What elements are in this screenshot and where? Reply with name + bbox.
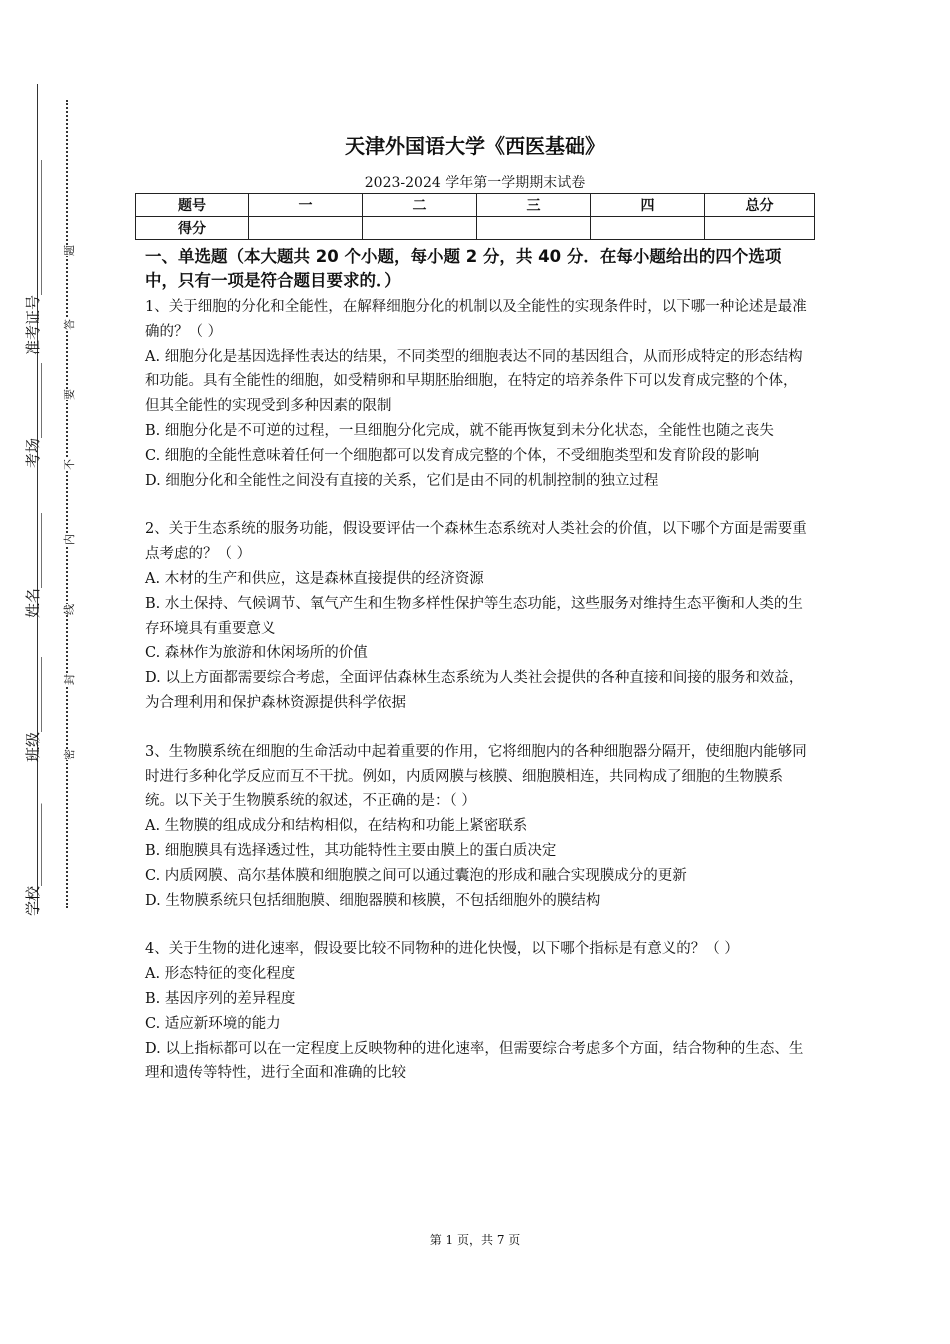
question-3 (145, 740, 810, 914)
margin-field-exam-number: 准考证号__________________ (24, 159, 42, 355)
page-footer: 第 1 页，共 7 页 (429, 1233, 521, 1247)
score-table-header: 三 (477, 194, 591, 217)
option-d: D. 以上方面都需要综合考虑，全面评估森林生态系统为人类社会提供的各种直接和间接的服务和效益，为合理利用和保护森林资源提供科学依据 (145, 670, 804, 711)
score-cell[interactable] (705, 217, 815, 240)
question-4 (145, 937, 810, 1086)
seal-word: 线 (60, 604, 78, 615)
option-c: C. 内质网膜、高尔基体膜和细胞膜之间可以通过囊泡的形成和融合实现膜成分的更新 (145, 867, 687, 884)
option-d: D. 以上指标都可以在一定程度上反映物种的进化速率，但需要综合考虑多个方面，结合物种的生态、生理和遗传等特性，进行全面和准确的比较 (145, 1040, 804, 1082)
option-a: A. 生物膜的组成成分和结构相似，在结构和功能上紧密联系 (145, 818, 528, 835)
exam-subtitle: 2023-2024 学年第一学期期末试卷 (364, 175, 586, 191)
margin-field-name: 姓名__________ (24, 512, 42, 618)
score-table-header: 题号 (136, 194, 249, 217)
score-table-header: 二 (363, 194, 477, 217)
option-b: B. 细胞分化是不可逆的过程，一旦细胞分化完成，就不能再恢复到未分化状态，全能性也随之丧失 (145, 422, 774, 439)
seal-word: 题 (60, 245, 78, 256)
score-cell[interactable] (249, 217, 363, 240)
margin-field-exam-room: 考场__________ (24, 362, 42, 468)
option-c: C. 细胞的全能性意味着任何一个细胞都可以发育成完整的个体，不受细胞类型和发育阶段的影响 (145, 447, 760, 464)
option-d: D. 生物膜系统只包括细胞膜、细胞器膜和核膜，不包括细胞外的膜结构 (145, 892, 601, 909)
question-stem: 2、关于生态系统的服务功能，假设要评估一个森林生态系统对人类社会的价值，以下哪个方面是需要重点考虑的？（ ） (145, 521, 807, 563)
margin-field-school: 学校___________ (24, 803, 42, 916)
question-2 (145, 517, 810, 715)
score-cell[interactable] (477, 217, 591, 240)
score-row-label: 得分 (136, 217, 249, 240)
score-table-header: 总分 (705, 194, 815, 217)
score-table-header: 四 (591, 194, 705, 217)
score-table-score-row (136, 217, 815, 240)
score-table-header-row (136, 194, 815, 217)
option-c: C. 森林作为旅游和休闲场所的价值 (145, 645, 368, 662)
option-b: B. 基因序列的差异程度 (145, 990, 296, 1007)
option-d: D. 细胞分化和全能性之间没有直接的关系，它们是由不同的机制控制的独立过程 (145, 472, 659, 489)
section-title: 一、单选题（本大题共 20 个小题，每小题 2 分，共 40 分．在每小题给出的四个选项中，只有一项是符合题目要求的．） (145, 247, 782, 290)
question-stem: 4、关于生物的进化速率，假设要比较不同物种的进化快慢，以下哪个指标是有意义的？（ ） (145, 941, 739, 958)
exam-content (145, 245, 810, 1086)
score-table-header: 一 (249, 194, 363, 217)
score-cell[interactable] (363, 217, 477, 240)
question-1 (145, 295, 810, 493)
option-b: B. 细胞膜具有选择透过性，其功能特性主要由膜上的蛋白质决定 (145, 842, 557, 859)
score-table (135, 193, 815, 240)
seal-word: 内 (60, 534, 78, 545)
seal-word: 要 (60, 389, 78, 400)
option-b: B. 水土保持、气候调节、氧气产生和生物多样性保护等生态功能，这些服务对维持生态平衡和人类的生存环境具有重要意义 (145, 595, 803, 637)
option-a: A. 细胞分化是基因选择性表达的结果，不同类型的细胞表达不同的基因组合，从而形成特定的形态结构和功能。具有全能性的细胞，如受精卵和早期胚胎细胞，在特定的培养条件下可以发育成完整的个体，但其全能性的实现受到多种因素的限制 (145, 348, 803, 415)
question-stem: 1、关于细胞的分化和全能性，在解释细胞分化的机制以及全能性的实现条件时，以下哪一种论述是最准确的？（ ） (145, 299, 807, 340)
seal-word: 密 (60, 749, 78, 760)
binding-dotted-line (66, 100, 68, 908)
seal-word: 不 (60, 459, 78, 470)
seal-word: 封 (60, 674, 78, 685)
exam-title: 天津外国语大学《西医基础》 (345, 134, 605, 158)
option-c: C. 适应新环境的能力 (145, 1015, 281, 1032)
seal-word: 答 (60, 319, 78, 330)
margin-field-class: 班级__________ (24, 656, 42, 762)
score-cell[interactable] (591, 217, 705, 240)
option-a: A. 形态特征的变化程度 (145, 966, 296, 983)
option-a: A. 木材的生产和供应，这是森林直接提供的经济资源 (145, 570, 484, 587)
question-stem: 3、生物膜系统在细胞的生命活动中起着重要的作用，它将细胞内的各种细胞器分隔开，使细胞内能够同时进行多种化学反应而互不干扰。例如，内质网膜与核膜、细胞膜相连，共同构成了细胞的生物膜系统。以下关于生物膜系统的叙述，不正确的是：（ ） (145, 743, 807, 810)
